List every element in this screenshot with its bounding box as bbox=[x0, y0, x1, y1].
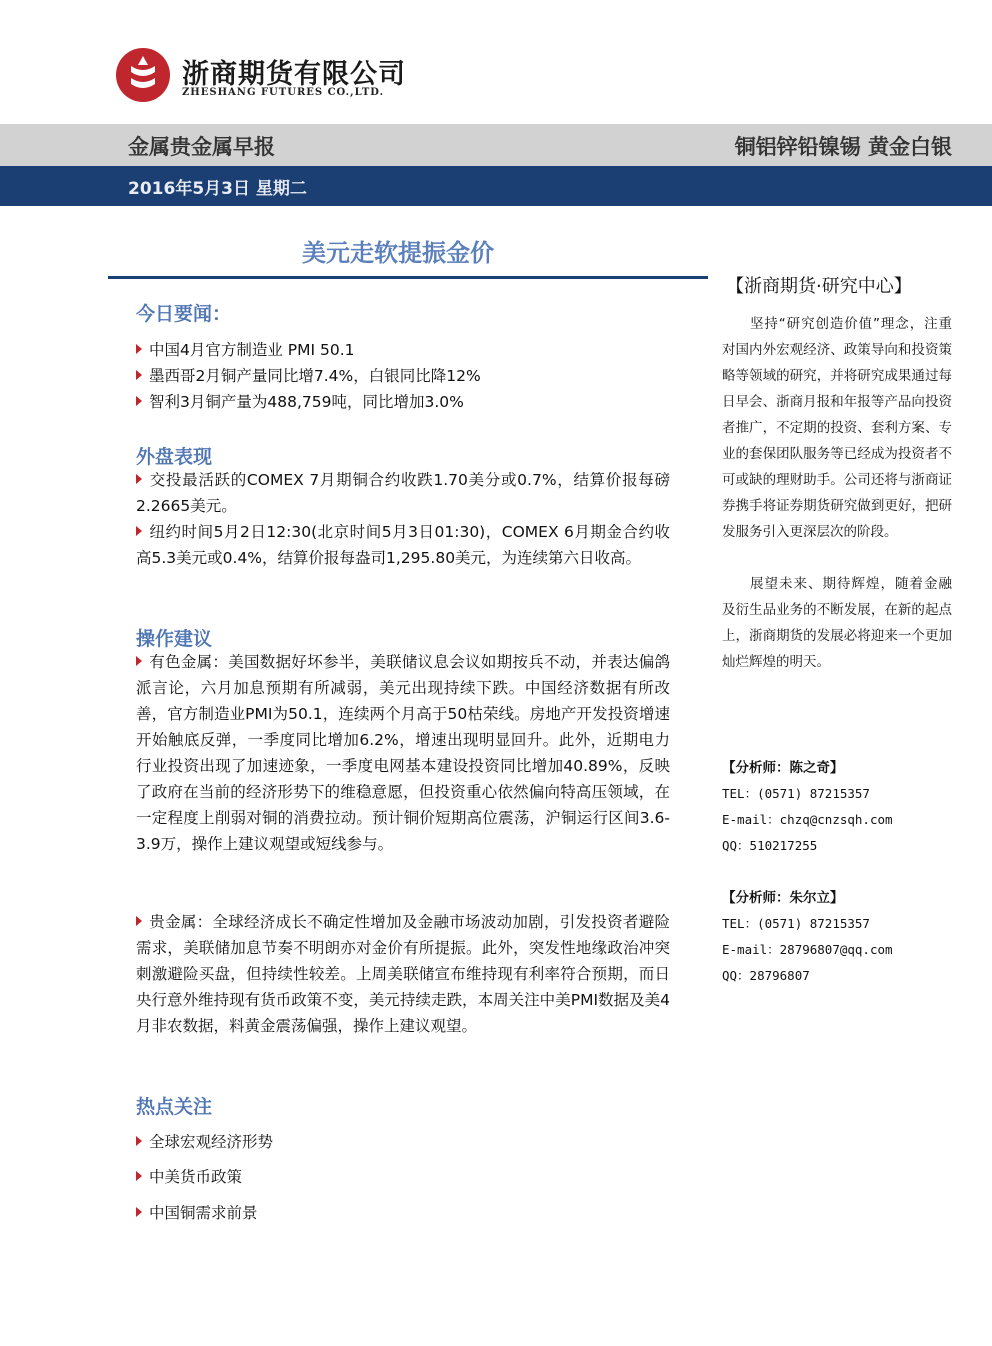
analyst-tel: TEL：(0571) 87215357 bbox=[722, 786, 870, 801]
company-name: 浙商期货有限公司 bbox=[182, 59, 406, 90]
report-date: 2016年5月3日 星期二 bbox=[128, 179, 307, 199]
company-logo-icon bbox=[115, 47, 171, 103]
sidebar-paragraph: 坚持“研究创造价值”理念，注重对国内外宏观经济、政策导向和投资策略等领域的研究，并将研究成果通过每日早会、浙商月报和年报等产品向投资者推广，不定期的投资、套利方案、专业的套保团队服务等已经成为投资者不可或缺的理财助手。公司还将与浙商证券携手将证券期货研究做到更好，把研发服务引入更深层次的阶段。 bbox=[722, 316, 952, 540]
page-title: 美元走软提振金价 bbox=[302, 239, 494, 267]
analyst-qq: QQ：510217255 bbox=[722, 838, 818, 853]
bullet-icon bbox=[136, 474, 142, 484]
paragraph-base-metals: 有色金属：美国数据好坏参半，美联储议息会议如期按兵不动，并表达偏鸽派言论，六月加息预期有所减弱，美元出现持续下跌。中国经济数据有所改善，官方制造业PMI为50.1，连续两个月高于50枯荣线。房地产开发投资增速开始触底反弹，一季度同比增加6.2%，增速出现明显回升。此外，近期电力行业投资出现了加速迹象，一季度电网基本建设投资同比增加40.89%，反映了政府在当前的经济形势下的维稳意愿，但投资重心依然偏向特高压领域，在一定程度上削弱对铜的消费拉动。预计铜价短期高位震荡，沪铜运行区间3.6-3.9万，操作上建议观望或短线参与。 bbox=[136, 653, 670, 853]
list-item: 中国4月官方制造业 PMI 50.1 bbox=[136, 337, 670, 363]
research-center-title: 【浙商期货·研究中心】 bbox=[726, 276, 912, 297]
sidebar-paragraph: 展望未来、期待辉煌，随着金融及衍生品业务的不断发展，在新的起点上，浙商期货的发展必将迎来一个更加灿烂辉煌的明天。 bbox=[722, 576, 952, 670]
paragraph-precious-metals: 贵金属：全球经济成长不确定性增加及金融市场波动加剧，引发投资者避险需求，美联储加息节奏不明朗亦对金价有所提振。此外，突发性地缘政治冲突刺激避险买盘，但持续性较差。上周美联储宣布维持现有利率符合预期，而日央行意外维持现有货币政策不变，美元持续走跌，本周关注中美PMI数据及美4月非农数据，料黄金震荡偏强，操作上建议观望。 bbox=[136, 913, 670, 1035]
bullet-icon bbox=[136, 1171, 142, 1181]
section-heading-news: 今日要闻： bbox=[136, 303, 232, 325]
bullet-icon bbox=[136, 1207, 142, 1217]
section-heading-external: 外盘表现 bbox=[136, 446, 213, 468]
list-item: 中美货币政策 bbox=[136, 1164, 670, 1190]
analyst-email[interactable]: E-mail：28796807@qq.com bbox=[722, 942, 893, 957]
list-item: 智利3月铜产量为488,759吨，同比增加3.0% bbox=[136, 389, 670, 415]
list-item: 墨西哥2月铜产量同比增7.4%，白银同比降12% bbox=[136, 363, 670, 389]
bullet-icon bbox=[136, 916, 142, 926]
bullet-icon bbox=[136, 396, 142, 406]
analyst-qq: QQ：28796807 bbox=[722, 968, 810, 983]
bullet-icon bbox=[136, 656, 142, 666]
bullet-icon bbox=[136, 526, 142, 536]
section-heading-advice: 操作建议 bbox=[136, 628, 213, 650]
bullet-icon bbox=[136, 1136, 142, 1146]
analyst-email[interactable]: E-mail：chzq@cnzsqh.com bbox=[722, 812, 893, 827]
list-item: 交投最活跃的COMEX 7月期铜合约收跌1.70美分或0.7%，结算价报每磅2.2665美元。 bbox=[136, 471, 670, 515]
title-divider bbox=[108, 276, 708, 279]
bullet-icon bbox=[136, 370, 142, 380]
analyst-heading: 【分析师：朱尔立】 bbox=[722, 890, 844, 906]
list-item: 全球宏观经济形势 bbox=[136, 1129, 670, 1155]
list-item: 中国铜需求前景 bbox=[136, 1200, 670, 1226]
metals-covered: 铜铝锌铅镍锡 黄金白银 bbox=[734, 135, 952, 159]
analyst-heading: 【分析师：陈之奇】 bbox=[722, 760, 844, 776]
company-name-en: ZHESHANG FUTURES CO.,LTD. bbox=[182, 87, 385, 98]
section-heading-hotspots: 热点关注 bbox=[136, 1096, 213, 1118]
bullet-icon bbox=[136, 344, 142, 354]
list-item: 纽约时间5月2日12:30(北京时间5月3日01:30)，COMEX 6月期金合约收高5.3美元或0.4%，结算价报每盎司1,295.80美元，为连续第六日收高。 bbox=[136, 523, 670, 567]
report-name: 金属贵金属早报 bbox=[128, 135, 275, 159]
analyst-tel: TEL：(0571) 87215357 bbox=[722, 916, 870, 931]
